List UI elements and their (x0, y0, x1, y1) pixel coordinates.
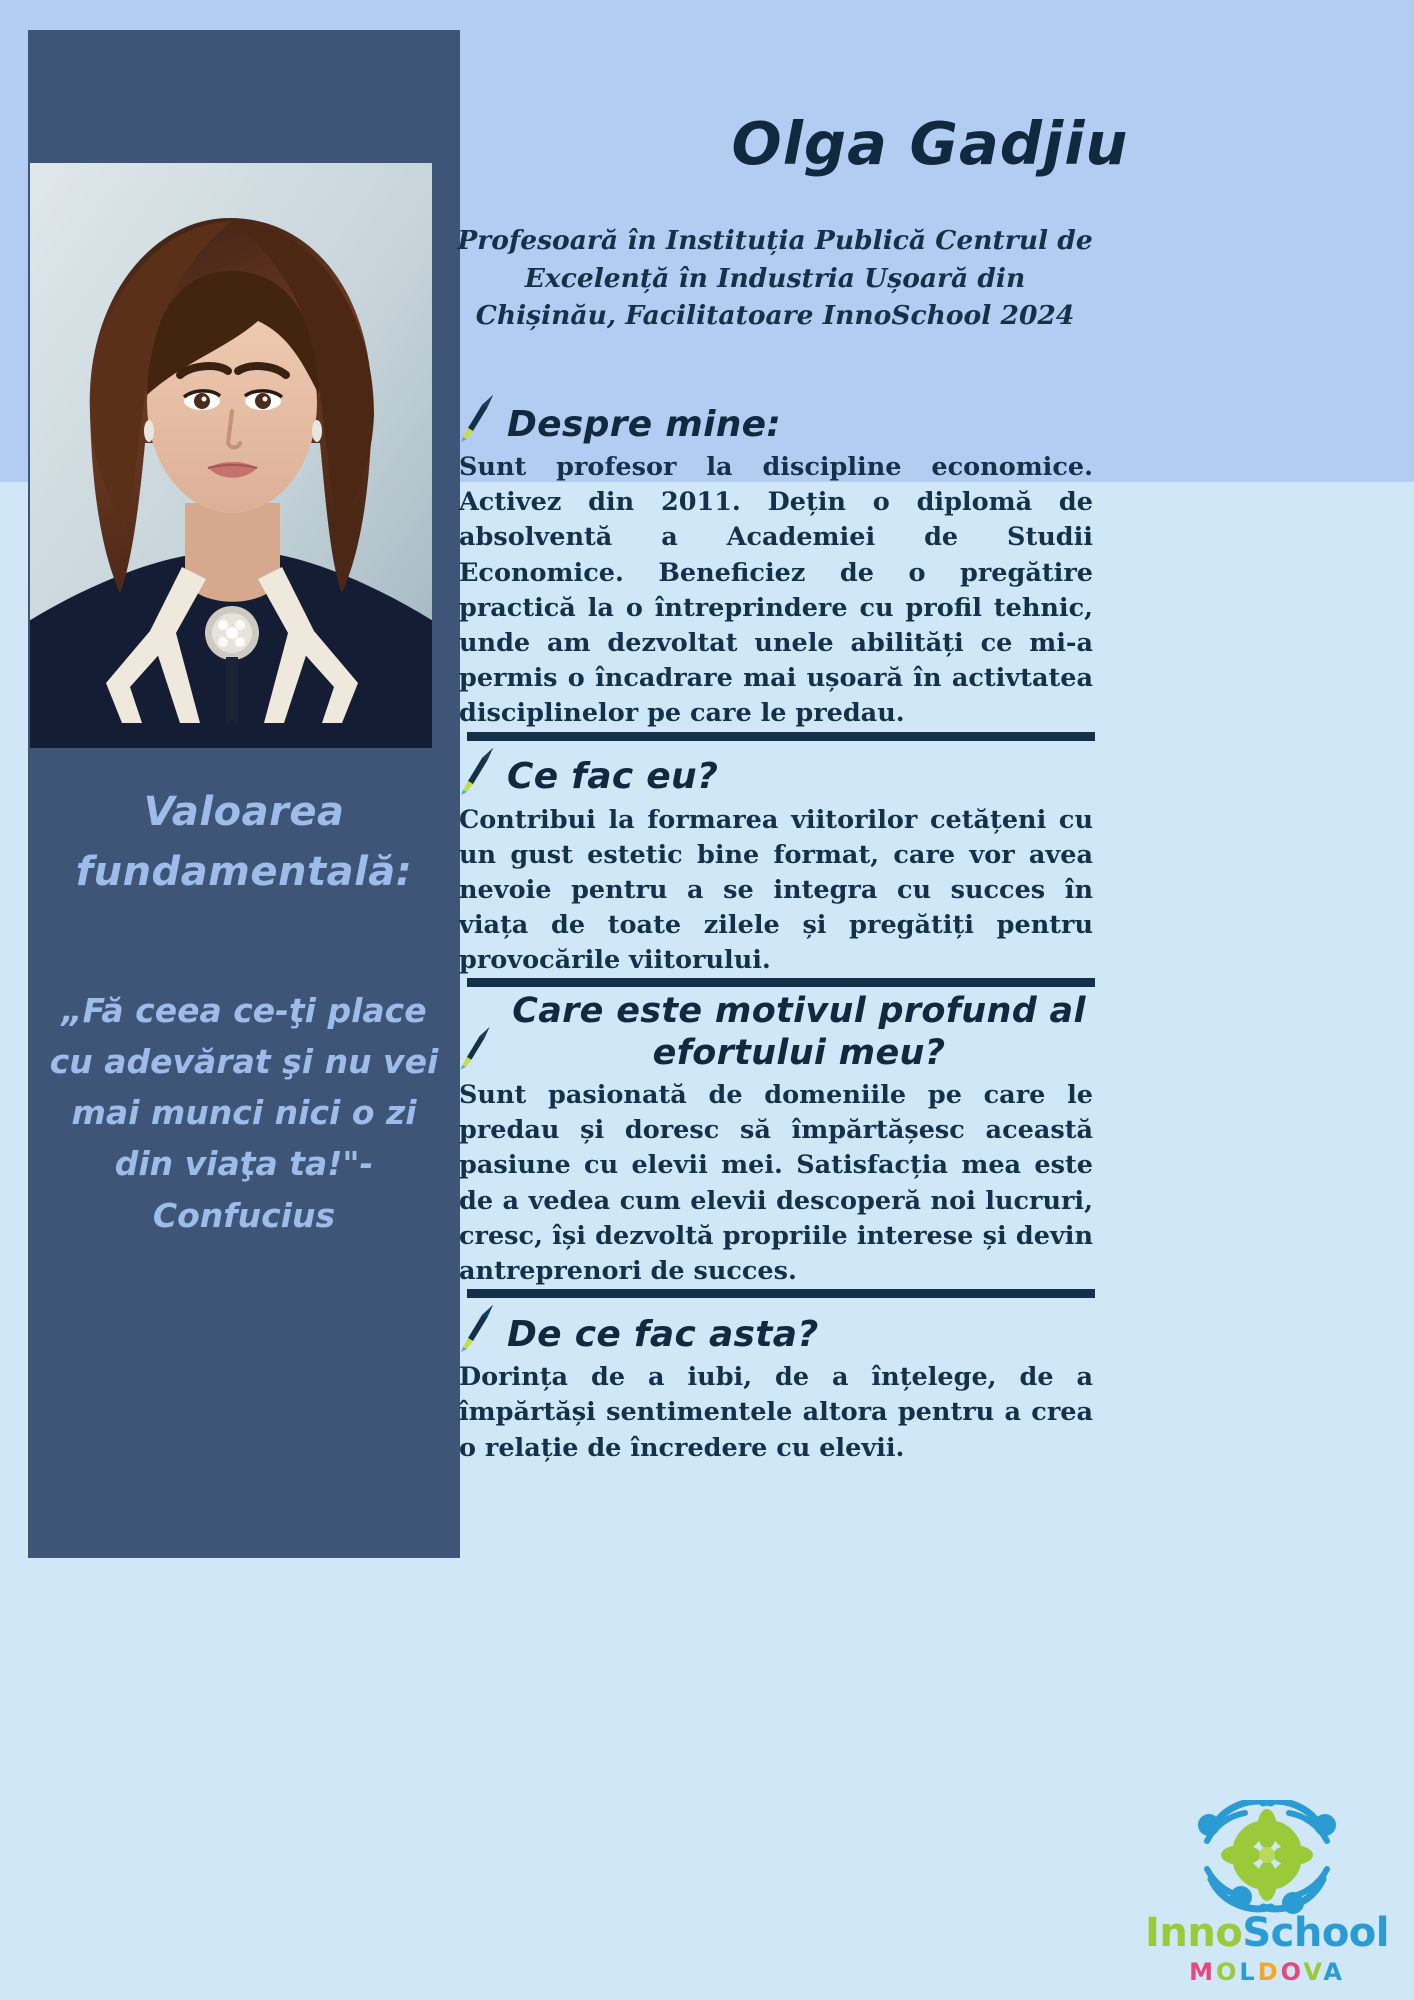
portrait-photo (30, 163, 432, 748)
logo-wordmark (1142, 1910, 1392, 1956)
section-heading (455, 991, 1095, 1074)
logo-country: MOLDOVA (1189, 1958, 1345, 1986)
section-body: Sunt pasionată de domeniile pe care le predau și doresc să împărtășesc această pasiune cu elevii mei. Satisfacția mea este de a vedea cum elevii descoperă noi lucruri, cresc, își dezvoltă propriile interese și devin antreprenori de succes. (459, 1080, 1093, 1286)
value-quote: „Fă ceea ce-ţi place cu adevărat şi nu vei mai munci nici o zi din viaţa ta!"-Confucius (49, 991, 439, 1235)
logo-school: School (1242, 1910, 1389, 1956)
section-body: Contribui la formarea viitorilor cetățeni cu un gust estetic bine format, care vor avea nevoie pentru a se integra cu succes în viața de toate zilele și pregătiți pentru provocările viitorului. (459, 804, 1093, 976)
left-edge-strip-lower (0, 482, 28, 2000)
section-divider (467, 1289, 1095, 1298)
section-despre-mine (455, 392, 1095, 732)
section-title: Despre mine: (507, 403, 782, 445)
subtitle: Profesoară în Instituția Publică Centrul de Excelență în Industria Ușoară din Chișinău, Facilitatoare InnoSchool 2024 (457, 225, 1093, 332)
value-title: Valoarea fundamentală: (75, 789, 413, 895)
page-title: Olga Gadjiu (731, 109, 1129, 178)
section-heading (455, 1302, 1095, 1356)
pen-icon (457, 392, 497, 444)
section-heading (455, 392, 1095, 446)
section-title: De ce fac asta? (507, 1313, 819, 1355)
pen-icon (457, 1302, 497, 1354)
logo-inno: Inno (1145, 1910, 1243, 1956)
section-title: Ce fac eu? (507, 756, 719, 798)
section-ce-fac-eu (455, 732, 1095, 979)
pen-icon (457, 1024, 493, 1072)
section-body: Dorința de a iubi, de a înțelege, de a împărtăși sentimentele altora pentru a crea o relație de încredere cu elevii. (459, 1362, 1093, 1463)
section-title: Care este motivul profund al efortului meu? (512, 991, 1086, 1073)
pen-icon (457, 745, 497, 797)
content-column (455, 392, 1095, 1466)
section-care-este-motivul (455, 978, 1095, 1289)
section-divider (467, 732, 1095, 741)
section-divider (467, 978, 1095, 987)
section-heading (455, 745, 1095, 799)
section-body: Sunt profesor la discipline economice. Activez din 2011. Dețin o diplomă de absolventă a Academiei de Studii Economice. Beneficiez de o pregătire practică la o întreprindere cu profil tehnic, unde am dezvoltat unele abilități ce mi-a permis o încadrare mai ușoară în activtatea disciplinelor pe care le predau. (459, 452, 1093, 729)
people-flower-icon (1142, 1800, 1392, 1915)
section-de-ce-fac-asta (455, 1289, 1095, 1466)
innoschool-logo (1142, 1800, 1392, 1985)
